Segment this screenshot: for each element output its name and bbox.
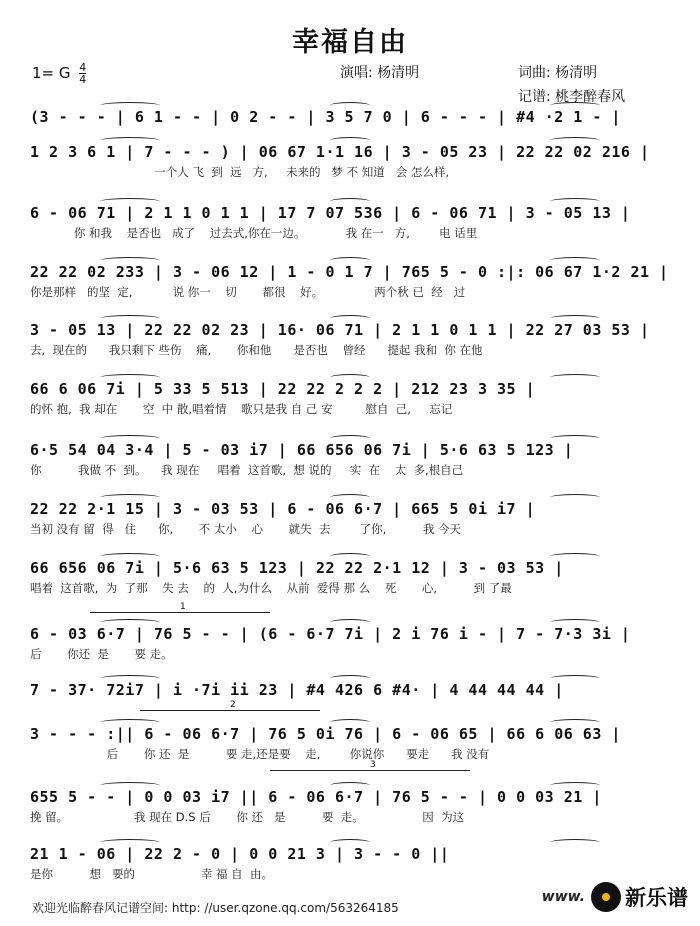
volta-ending: [140, 700, 320, 717]
slur-mark: [550, 719, 600, 726]
score-row: [30, 143, 670, 187]
slur-mark: [550, 839, 600, 846]
time-signature: [79, 62, 86, 85]
key-signature: [32, 62, 86, 85]
lyric-line: 你是那样 的坚 定, 说 你一 切 都很 好。 两个秋 已 经 过: [30, 285, 466, 299]
volta-number: 3: [370, 760, 376, 770]
slur-mark: [550, 198, 600, 205]
disc-icon: [591, 882, 621, 912]
song-title: 幸福自由: [292, 27, 408, 58]
slur-mark: [100, 137, 160, 144]
notation-line: 6 - 06 71 | 2 1 1 0 1 1 | 17 7 07 536 | 6 - 06 71 | 3 - 05 13 |: [30, 204, 631, 222]
notation-line: 66 6 06 7i | 5 33 5 513 | 22 22 2 2 2 | 212 23 3 35 |: [30, 380, 536, 398]
time-bottom: 4: [79, 73, 87, 86]
slur-mark: [100, 782, 160, 789]
slur-mark: [330, 137, 370, 144]
slur-mark: [330, 782, 370, 789]
slur-mark: [100, 719, 160, 726]
slur-mark: [330, 553, 370, 560]
key-label: 1= G: [32, 64, 71, 82]
score-row: [30, 204, 670, 248]
notation-line: 655 5 - - | 0 0 03 i7 || 6 - 06 6·7 | 76 5 - - | 0 0 03 21 |: [30, 788, 602, 806]
transcriber: 记谱: 桃李醉春风: [518, 89, 626, 105]
score-row: [30, 725, 670, 769]
notation-line: 66 656 06 7i | 5·6 63 5 123 | 22 22 2·1 12 | 3 - 03 53 |: [30, 559, 564, 577]
notation-line: 6·5 54 04 3·4 | 5 - 03 i7 | 66 656 06 7i | 5·6 63 5 123 |: [30, 441, 574, 459]
notation-line: 7 - 37· 72i7 | i ·7i ii 23 | #4 426 6 #4· | 4 44 44 44 |: [30, 681, 564, 699]
slur-mark: [100, 619, 160, 626]
slur-mark: [330, 839, 370, 846]
composer: 词曲: 杨清明: [518, 65, 598, 81]
slur-mark: [100, 494, 160, 501]
slur-mark: [330, 102, 370, 109]
slur-mark: [330, 435, 370, 442]
score-row: [30, 625, 670, 669]
slur-mark: [330, 374, 370, 381]
lyric-line: 你 我做 不 到。 我 现在 唱着 这首歌, 想 说的 实 在 太 多,根自己: [30, 463, 464, 477]
lyric-line: 当初 没有 留 得 住 你, 不 太小 心 就失 去 了你, 我 今天: [30, 522, 462, 536]
slur-mark: [550, 102, 600, 109]
lyric-line: 是你 想 要的 幸 福 自 由。: [30, 867, 273, 881]
slur-mark: [100, 374, 160, 381]
logo-brand: 新乐谱: [625, 886, 688, 910]
score-row: [30, 559, 670, 603]
notation-line: 6 - 03 6·7 | 76 5 - - | (6 - 6·7 7i | 2 i 76 i - | 7 - 7·3 3i |: [30, 625, 631, 643]
slur-mark: [330, 719, 370, 726]
volta-ending: [90, 602, 270, 619]
lyric-line: 挽 留。 我 现在 D.S 后 你 还 是 要 走。 因 为这: [30, 810, 465, 824]
site-logo: [542, 882, 688, 912]
slur-mark: [330, 315, 370, 322]
notation-line: 22 22 2·1 15 | 3 - 03 53 | 6 - 06 6·7 | 665 5 0i i7 |: [30, 500, 536, 518]
slur-mark: [330, 198, 370, 205]
score-row: [30, 500, 670, 544]
logo-www: www.: [541, 889, 585, 905]
notation-line: 3 - - - :|| 6 - 06 6·7 | 76 5 0i 76 | 6 - 06 65 | 66 6 06 63 |: [30, 725, 621, 743]
slur-mark: [550, 553, 600, 560]
slur-mark: [550, 494, 600, 501]
lyric-line: 唱着 这首歌, 为 了那 失 去 的 人,为什么 从前 爱得 那 么 死 心, 到 了最: [30, 581, 512, 595]
slur-mark: [100, 315, 160, 322]
slur-mark: [550, 374, 600, 381]
slur-mark: [330, 619, 370, 626]
slur-mark: [330, 257, 370, 264]
time-top: 4: [79, 61, 87, 74]
score-row: [30, 263, 670, 307]
footer-text: 欢迎光临醉春风记谱空间: http: //user.qzone.qq.com/563264185: [32, 901, 399, 915]
slur-mark: [100, 257, 160, 264]
slur-mark: [100, 102, 160, 109]
slur-mark: [100, 435, 160, 442]
lyric-line: 你 和我 是否也 成了 过去式,你在一边。 我 在一 方, 电 话里: [30, 226, 478, 240]
notation-line: 21 1 - 06 | 22 2 - 0 | 0 0 21 3 | 3 - - 0 ||: [30, 845, 450, 863]
slur-mark: [330, 494, 370, 501]
volta-number: 1: [180, 602, 186, 612]
lyric-line: 后 你还 是 要 走。: [30, 647, 173, 661]
slur-mark: [330, 675, 370, 682]
slur-mark: [100, 553, 160, 560]
slur-mark: [550, 257, 600, 264]
slur-mark: [550, 675, 600, 682]
volta-ending: [270, 760, 470, 777]
slur-mark: [100, 839, 160, 846]
notation-line: 3 - 05 13 | 22 22 02 23 | 16· 06 71 | 2 1 1 0 1 1 | 22 27 03 53 |: [30, 321, 650, 339]
slur-mark: [550, 315, 600, 322]
slur-mark: [550, 782, 600, 789]
lyric-line: 后 你 还 是 要 走,还是要 走, 你说你 要走 我 没有: [30, 747, 490, 761]
singer: 演唱: 杨清明: [340, 65, 420, 81]
score-row: [30, 788, 670, 832]
slur-mark: [550, 435, 600, 442]
notation-line: 1 2 3 6 1 | 7 - - - ) | 06 67 1·1 16 | 3 - 05 23 | 22 22 02 216 |: [30, 143, 650, 161]
lyric-line: 一个人 飞 到 远 方, 未来的 梦 不 知道 会 怎么样,: [30, 165, 450, 179]
score-row: [30, 441, 670, 485]
score-row: [30, 321, 670, 365]
lyric-line: 去, 现在的 我只剩下 些伤 痛, 你和他 是否也 曾经 提起 我和 你 在他: [30, 343, 483, 357]
slur-mark: [550, 619, 600, 626]
score-row: [30, 380, 670, 424]
slur-mark: [100, 675, 160, 682]
lyric-line: 的怀 抱, 我 却在 空 中 散,唱着情 歌只是我 自 己 安 慰自 己, 忘记: [30, 402, 453, 416]
slur-mark: [550, 137, 600, 144]
slur-mark: [100, 198, 160, 205]
notation-line: (3 - - - | 6 1 - - | 0 2 - - | 3 5 7 0 | 6 - - - | #4 ·2 1 - |: [30, 108, 621, 126]
volta-number: 2: [230, 700, 236, 710]
notation-line: 22 22 02 233 | 3 - 06 12 | 1 - 0 1 7 | 765 5 - 0 :|: 06 67 1·2 21 |: [30, 263, 669, 281]
